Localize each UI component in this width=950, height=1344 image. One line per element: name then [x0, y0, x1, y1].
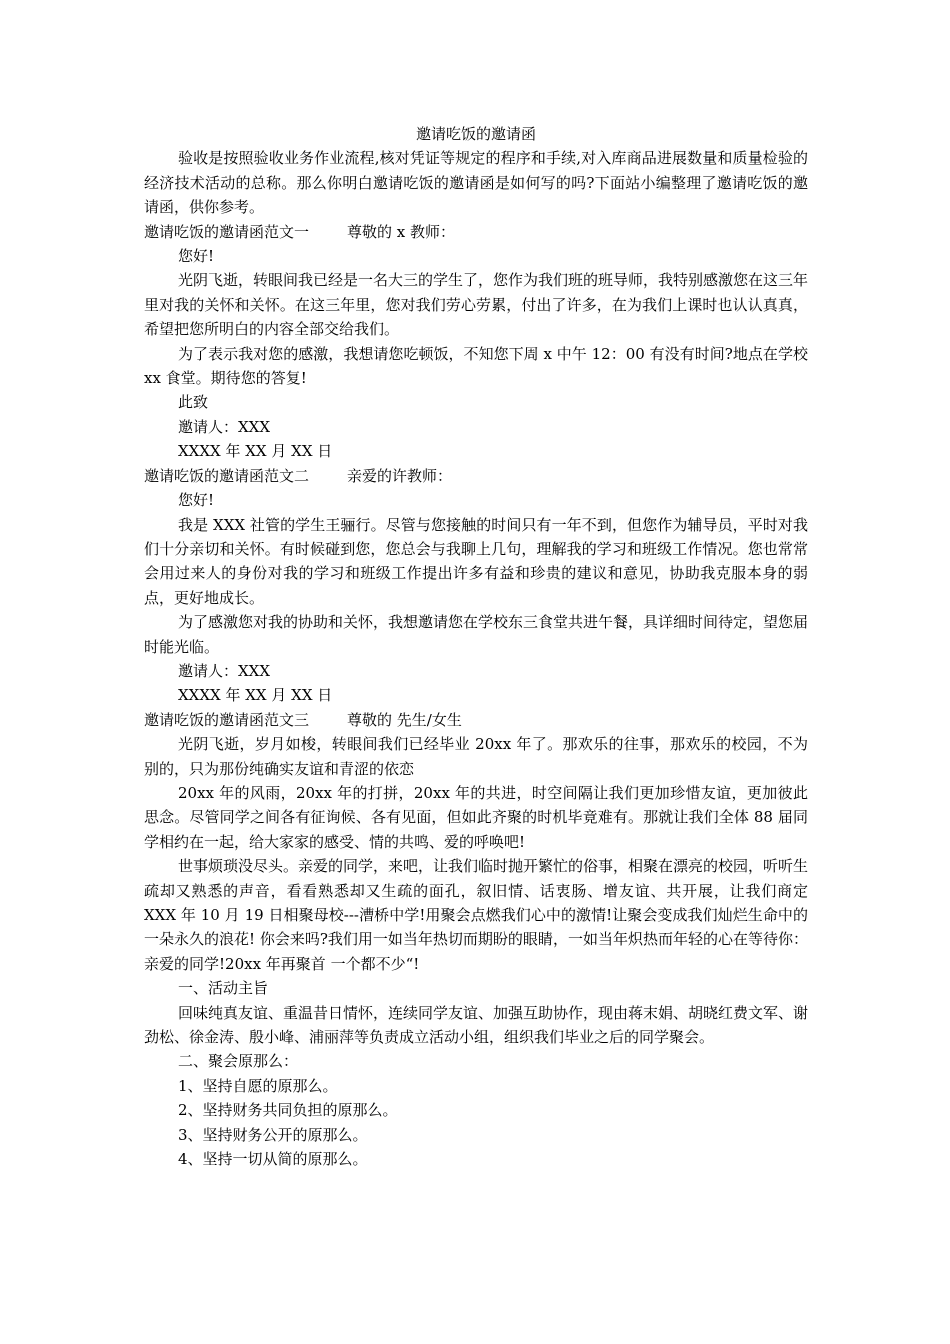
principle-item: 1、坚持自愿的原那么。	[178, 1076, 338, 1095]
sample1-greeting: 您好!	[178, 247, 215, 266]
section1-title: 一、活动主旨	[178, 979, 269, 998]
sample2-inviter: 邀请人：XXX	[178, 661, 271, 680]
sample3-salutation: 尊敬的 先生/女生	[347, 710, 462, 729]
sample2-date: XXXX 年 XX 月 XX 日	[178, 686, 333, 705]
sample1-paragraph-2: 为了表示我对您的感激，我想请您吃顿饭，不知您下周 x 中午 12：00 有没有时间?地点在学校 xx 食堂。期待您的答复!	[144, 344, 808, 388]
sample2-salutation: 亲爱的许教师：	[347, 466, 453, 485]
document-page	[144, 122, 808, 1171]
intro-paragraph: 验收是按照验收业务作业流程,核对凭证等规定的程序和手续,对入库商品进展数量和质量检验的经济技术活动的总称。那么你明白邀请吃饭的邀请函是如何写的吗?下面站小编整理了邀请吃饭的邀请函，供你参考。	[144, 149, 808, 217]
sample3-paragraph-1: 光阴飞逝，岁月如梭，转眼间我们已经毕业 20xx 年了。那欢乐的往事，那欢乐的校园，不为别的，只为那份纯确实友谊和青涩的依恋	[144, 735, 808, 778]
sample1-salutation: 尊敬的 x 教师：	[347, 222, 456, 241]
sample2-heading: 邀请吃饭的邀请函范文二	[144, 466, 310, 485]
sample2-paragraph-2: 为了感激您对我的协助和关怀，我想邀请您在学校东三食堂共进午餐，具详细时间待定，望您届时能光临。	[144, 613, 809, 656]
sample1-inviter: 邀请人：XXX	[178, 417, 271, 436]
principle-item: 4、坚持一切从简的原那么。	[178, 1150, 368, 1169]
sample2-paragraph-1: 我是 XXX 社管的学生王骊行。尽管与您接触的时间只有一年不到，但您作为辅导员，平时对我们十分亲切和关怀。有时候碰到您，您总会与我聊上几句，理解我的学习和班级工作情况。您也常常会用过来人的身份对我的学习和班级工作提出许多有益和珍贵的建议和意见，协助我克服本身的弱点，更好地成长。	[144, 515, 808, 607]
sample2-heading-row	[144, 464, 808, 488]
sample1-paragraph-1: 光阴飞逝，转眼间我已经是一名大三的学生了，您作为我们班的班导师，我特别感激您在这三年里对我的关怀和关怀。在这三年里，您对我们劳心劳累，付出了许多，在为我们上课时也认认真真，希望把您所明白的内容全部交给我们。	[144, 271, 809, 339]
sample1-heading-row	[144, 220, 808, 244]
sample3-paragraph-3: 世事烦琐没尽头。亲爱的同学，来吧，让我们临时抛开繁忙的俗事，相聚在漂亮的校园，听听生疏却又熟悉的声音，看看熟悉却又生疏的面孔，叙旧情、话衷肠、增友谊、共开展，让我们商定 XXX 年 10 月 19 日相聚母校---漕桥中学!用聚会点燃我们心中的激情!让聚会变成我们灿烂生命中的一朵永久的浪花! 你会来吗?我们用一如当年热切而期盼的眼睛，一如当年炽热而年轻的心在等待你：亲爱的同学!20xx 年再聚首 一个都不少“!	[144, 857, 809, 973]
sample1-heading: 邀请吃饭的邀请函范文一	[144, 222, 310, 241]
document-title: 邀请吃饭的邀请函	[415, 125, 536, 143]
section2-title: 二、聚会原那么：	[178, 1052, 299, 1071]
principle-item: 2、坚持财务共同负担的原那么。	[178, 1101, 398, 1120]
principle-item: 3、坚持财务公开的原那么。	[178, 1125, 368, 1144]
sample3-heading: 邀请吃饭的邀请函范文三	[144, 710, 310, 729]
sample1-closing: 此致	[178, 393, 209, 412]
sample1-date: XXXX 年 XX 月 XX 日	[178, 442, 333, 461]
sample3-heading-row	[144, 708, 808, 732]
section1-body: 回味纯真友谊、重温昔日情怀，连续同学友谊、加强互助协作，现由蒋末娟、胡晓红费文军、谢劲松、徐金涛、殷小峰、浦丽萍等负责成立活动小组，组织我们毕业之后的同学聚会。	[144, 1003, 809, 1047]
sample3-paragraph-2: 20xx 年的风雨，20xx 年的打拼，20xx 年的共进，时空间隔让我们更加珍惜友谊，更加彼此思念。尽管同学之间各有征询候、各有见面，但如此齐聚的时机毕竟难有。那就让我们全体 88 届同学相约在一起，给大家家的感受、情的共鸣、爱的呼唤吧!	[144, 783, 808, 851]
sample2-greeting: 您好!	[178, 491, 215, 510]
